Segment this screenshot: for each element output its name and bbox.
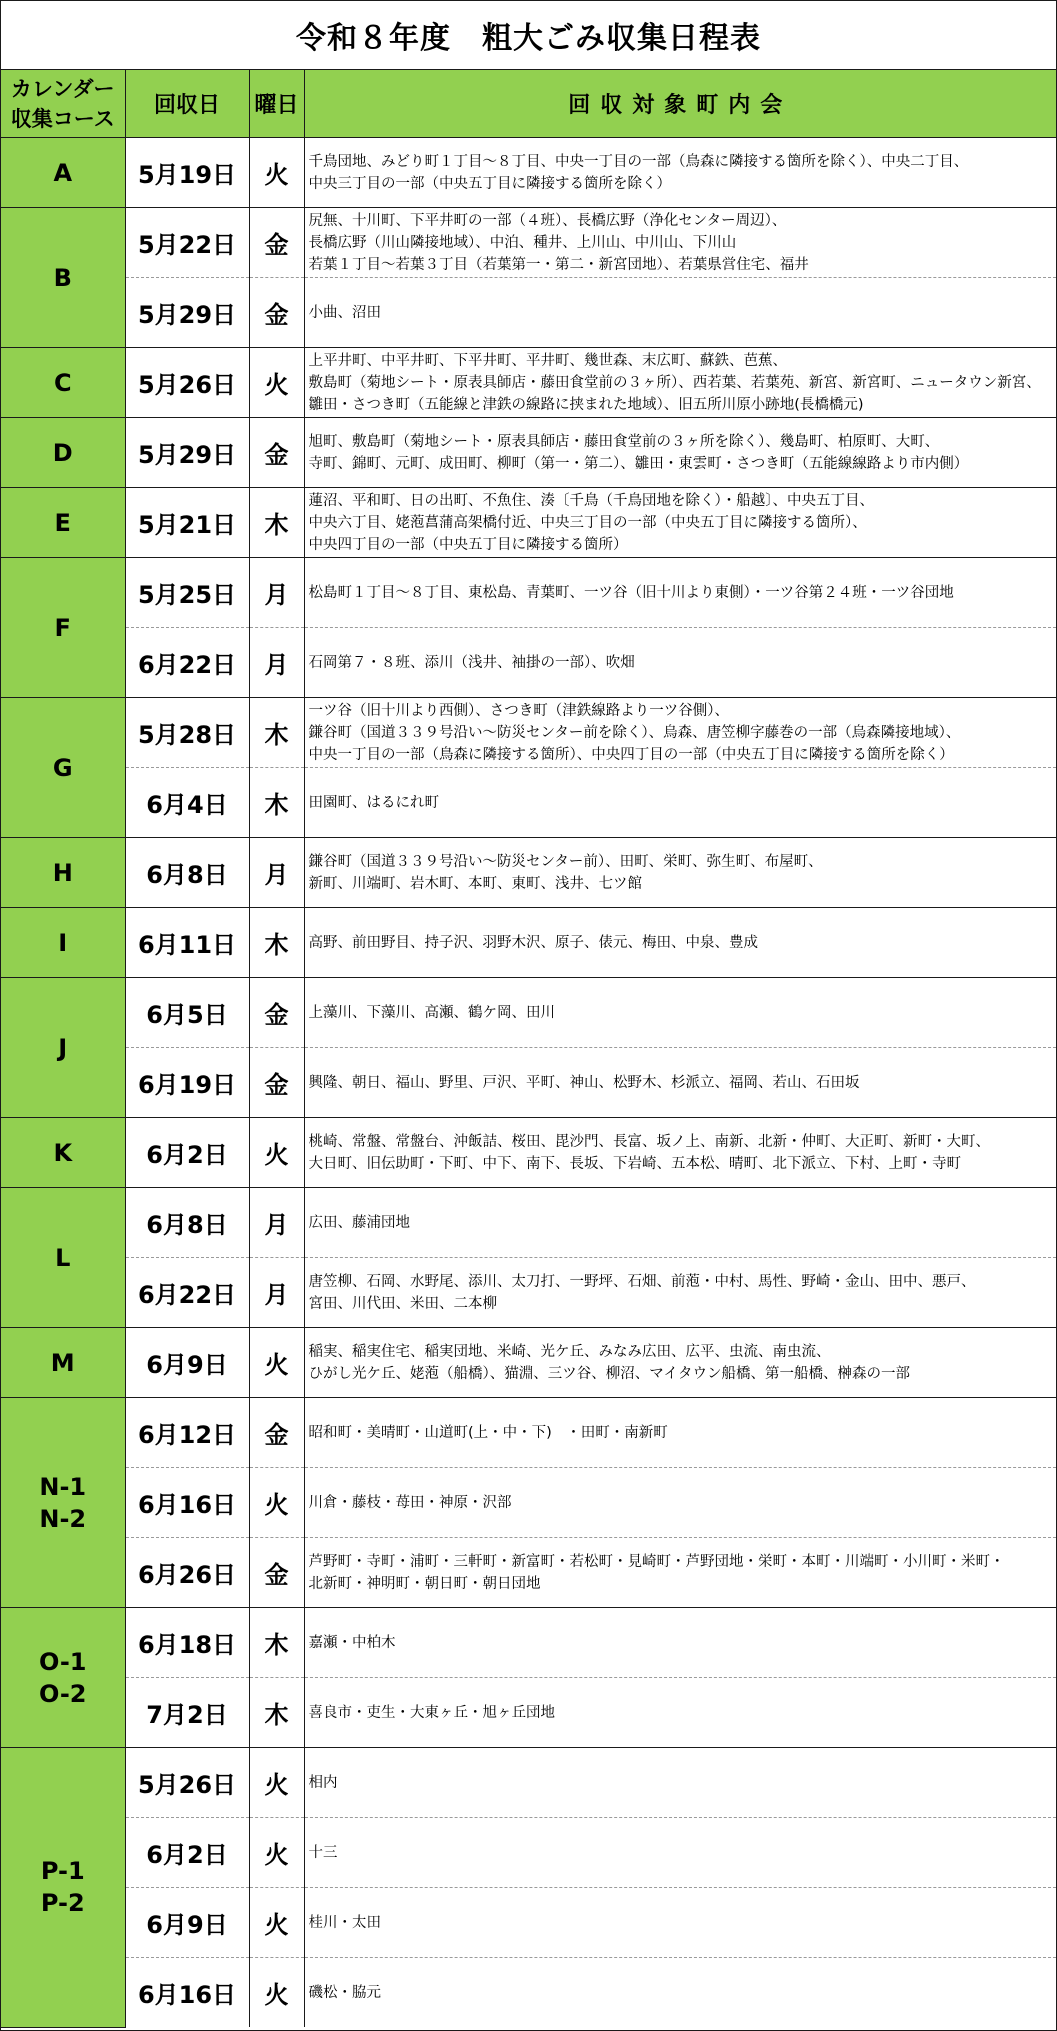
course-cell: B	[1, 208, 125, 348]
course-cell: C	[1, 348, 125, 418]
table-row	[1, 418, 1056, 488]
day-cell: 木	[249, 1678, 304, 1748]
day-cell: 金	[249, 978, 304, 1048]
header-date: 回収日	[125, 70, 249, 138]
table-row	[1, 278, 1056, 348]
day-cell: 金	[249, 1398, 304, 1468]
table-row	[1, 488, 1056, 558]
course-cell: H	[1, 838, 125, 908]
course-cell: P-1 P-2	[1, 1748, 125, 2028]
area-cell: 石岡第７・８班、添川（浅井、袖掛の一部）、吹畑	[304, 628, 1056, 698]
day-cell: 月	[249, 1258, 304, 1328]
day-cell: 木	[249, 768, 304, 838]
day-cell: 火	[249, 1118, 304, 1188]
date-cell: 6月18日	[125, 1608, 249, 1678]
area-cell: 旭町、敷島町（菊地シート・原表具師店・藤田食堂前の３ヶ所を除く）、幾島町、柏原町、大町、 寺町、錦町、元町、成田町、柳町（第一・第二）、雛田・東雲町・さつき町（五能線線路より市内側）	[304, 418, 1056, 488]
table-row	[1, 208, 1056, 278]
day-cell: 月	[249, 558, 304, 628]
course-cell: M	[1, 1328, 125, 1398]
area-cell: 稲実、稲実住宅、稲実団地、米崎、光ケ丘、みなみ広田、広平、虫流、南虫流、 ひがし光ケ丘、姥萢（船橋）、猫淵、三ツ谷、柳沼、マイタウン船橋、第一船橋、榊森の一部	[304, 1328, 1056, 1398]
header-course: カレンダー 収集コース	[1, 70, 125, 138]
header-day: 曜日	[249, 70, 304, 138]
date-cell: 6月9日	[125, 1888, 249, 1958]
table-row	[1, 348, 1056, 418]
course-cell: A	[1, 138, 125, 208]
area-cell: 唐笠柳、石岡、水野尾、添川、太刀打、一野坪、石畑、前萢・中村、馬性、野崎・金山、田中、悪戸、 宮田、川代田、米田、二本柳	[304, 1258, 1056, 1328]
date-cell: 6月8日	[125, 838, 249, 908]
day-cell: 火	[249, 348, 304, 418]
date-cell: 6月26日	[125, 1538, 249, 1608]
area-cell: 相内	[304, 1748, 1056, 1818]
area-cell: 川倉・藤枝・苺田・神原・沢部	[304, 1468, 1056, 1538]
day-cell: 火	[249, 1328, 304, 1398]
area-cell: 松島町１丁目～８丁目、東松島、青葉町、一ツ谷（旧十川より東側）・一ツ谷第２４班・一ツ谷団地	[304, 558, 1056, 628]
area-cell: 上藻川、下藻川、高瀬、鶴ケ岡、田川	[304, 978, 1056, 1048]
day-cell: 金	[249, 208, 304, 278]
date-cell: 6月16日	[125, 1958, 249, 2028]
date-cell: 6月2日	[125, 1118, 249, 1188]
table-row	[1, 1468, 1056, 1538]
day-cell: 火	[249, 1958, 304, 2028]
area-cell: 田園町、はるにれ町	[304, 768, 1056, 838]
day-cell: 火	[249, 1748, 304, 1818]
area-cell: 磯松・脇元	[308, 1984, 381, 2001]
table-row	[1, 1818, 1056, 1888]
table-row	[1, 138, 1056, 208]
date-cell: 5月28日	[125, 698, 249, 768]
course-cell: I	[1, 908, 125, 978]
course-cell: J	[1, 978, 125, 1118]
date-cell: 6月19日	[125, 1048, 249, 1118]
course-cell: L	[1, 1188, 125, 1328]
date-cell: 5月29日	[125, 418, 249, 488]
date-cell: 6月9日	[125, 1328, 249, 1398]
table-header-row	[1, 70, 1056, 138]
date-cell: 6月22日	[125, 1258, 249, 1328]
area-cell: 高野、前田野目、持子沢、羽野木沢、原子、俵元、梅田、中泉、豊成	[304, 908, 1056, 978]
header-area: 回収対象町内会	[304, 70, 1056, 138]
schedule-table	[1, 70, 1056, 2028]
date-cell: 5月26日	[125, 348, 249, 418]
date-cell: 5月22日	[125, 208, 249, 278]
table-row	[1, 1608, 1056, 1678]
table-row	[1, 1748, 1056, 1818]
table-row	[1, 1888, 1056, 1958]
date-cell: 6月11日	[125, 908, 249, 978]
date-cell: 6月5日	[125, 978, 249, 1048]
date-cell: 6月16日	[125, 1468, 249, 1538]
date-cell: 5月19日	[125, 138, 249, 208]
area-cell: 千鳥団地、みどり町１丁目～８丁目、中央一丁目の一部（鳥森に隣接する箇所を除く）、中央二丁目、 中央三丁目の一部（中央五丁目に隣接する箇所を除く）	[304, 138, 1056, 208]
area-cell: 広田、藤浦団地	[304, 1188, 1056, 1258]
area-cell: 小曲、沼田	[304, 278, 1056, 348]
day-cell: 木	[249, 698, 304, 768]
schedule-body	[1, 138, 1056, 2028]
date-cell: 6月2日	[125, 1818, 249, 1888]
date-cell: 6月4日	[125, 768, 249, 838]
day-cell: 金	[249, 1048, 304, 1118]
area-cell: 桃崎、常盤、常盤台、沖飯詰、桜田、毘沙門、長富、坂ノ上、南新、北新・仲町、大正町、新町・大町、 大日町、旧伝助町・下町、中下、南下、長坂、下岩崎、五本松、晴町、北下派立、下村、上町・寺町	[304, 1118, 1056, 1188]
table-row	[1, 1678, 1056, 1748]
area-cell: 喜良市・吏生・大東ヶ丘・旭ヶ丘団地	[304, 1678, 1056, 1748]
table-row	[1, 1398, 1056, 1468]
course-cell: O-1 O-2	[1, 1608, 125, 1748]
table-row	[1, 1328, 1056, 1398]
day-cell: 金	[249, 418, 304, 488]
day-cell: 木	[249, 488, 304, 558]
day-cell: 火	[249, 138, 304, 208]
area-cell: 桂川・太田	[304, 1888, 1056, 1958]
table-row	[1, 1958, 1056, 2028]
table-row	[1, 838, 1056, 908]
course-cell: F	[1, 558, 125, 698]
day-cell: 月	[249, 628, 304, 698]
date-cell: 5月29日	[125, 278, 249, 348]
date-cell: 5月21日	[125, 488, 249, 558]
page-title: 令和８年度 粗大ごみ収集日程表	[1, 1, 1056, 70]
date-cell: 6月12日	[125, 1398, 249, 1468]
table-row	[1, 1048, 1056, 1118]
table-row	[1, 698, 1056, 768]
table-row	[1, 1538, 1056, 1608]
area-cell: 芦野町・寺町・浦町・三軒町・新富町・若松町・見崎町・芦野団地・栄町・本町・川端町・小川町・米町・ 北新町・神明町・朝日町・朝日団地	[304, 1538, 1056, 1608]
course-cell: D	[1, 418, 125, 488]
table-row	[1, 1258, 1056, 1328]
date-cell: 6月22日	[125, 628, 249, 698]
table-row	[1, 628, 1056, 698]
table-row	[1, 768, 1056, 838]
area-cell: 嘉瀬・中柏木	[304, 1608, 1056, 1678]
date-cell: 7月2日	[125, 1678, 249, 1748]
day-cell: 月	[249, 1188, 304, 1258]
course-cell: K	[1, 1118, 125, 1188]
day-cell: 金	[249, 278, 304, 348]
day-cell: 月	[249, 838, 304, 908]
area-cell: 蓮沼、平和町、日の出町、不魚住、湊〔千鳥（千鳥団地を除く）・船越〕、中央五丁目、 中央六丁目、姥萢菖蒲高架橋付近、中央三丁目の一部（中央五丁目に隣接する箇所）、 中央四丁目の一部（中央五丁目に隣接する箇所）	[304, 488, 1056, 558]
table-row	[1, 1188, 1056, 1258]
table-row	[1, 908, 1056, 978]
day-cell: 火	[249, 1888, 304, 1958]
area-cell: 鎌谷町（国道３３９号沿い～防災センター前）、田町、栄町、弥生町、布屋町、 新町、川端町、岩木町、本町、東町、浅井、七ツ館	[304, 838, 1056, 908]
date-cell: 5月25日	[125, 558, 249, 628]
course-cell: E	[1, 488, 125, 558]
area-cell: 昭和町・美晴町・山道町(上・中・下) ・田町・南新町	[304, 1398, 1056, 1468]
date-cell: 6月8日	[125, 1188, 249, 1258]
table-row	[1, 978, 1056, 1048]
table-row	[1, 1118, 1056, 1188]
area-cell: 興隆、朝日、福山、野里、戸沢、平町、神山、松野木、杉派立、福岡、若山、石田坂	[304, 1048, 1056, 1118]
day-cell: 火	[249, 1468, 304, 1538]
date-cell: 5月26日	[125, 1748, 249, 1818]
day-cell: 金	[249, 1538, 304, 1608]
area-cell: 十三	[304, 1818, 1056, 1888]
table-row	[1, 558, 1056, 628]
day-cell: 木	[249, 1608, 304, 1678]
day-cell: 木	[249, 908, 304, 978]
course-cell: N-1 N-2	[1, 1398, 125, 1608]
day-cell: 火	[249, 1818, 304, 1888]
area-cell: 一ツ谷（旧十川より西側）、さつき町（津鉄線路より一ツ谷側）、 鎌谷町（国道３３９号沿い～防災センター前を除く）、烏森、唐笠柳字藤巻の一部（烏森隣接地域）、 中央一丁目の一部（鳥森に隣接する箇所）、中央四丁目の一部（中央五丁目に隣接する箇所を除く）	[304, 698, 1056, 768]
course-cell: G	[1, 698, 125, 838]
area-cell: 尻無、十川町、下平井町の一部（４班）、長橋広野（浄化センター周辺）、 長橋広野（川山隣接地域）、中泊、種井、上川山、中川山、下川山 若葉１丁目～若葉３丁目（若葉第一・第二・新宮団地）、若葉県営住宅、福井	[304, 208, 1056, 278]
area-cell: 上平井町、中平井町、下平井町、平井町、幾世森、末広町、蘇鉄、芭蕉、 敷島町（菊地シート・原表具師店・藤田食堂前の３ヶ所）、西若葉、若葉苑、新宮、新宮町、ニュータウン新宮、 雛田・さつき町（五能線と津鉄の線路に挟まれた地域）、旧五所川原小跡地(長橋橋元)	[304, 348, 1056, 418]
